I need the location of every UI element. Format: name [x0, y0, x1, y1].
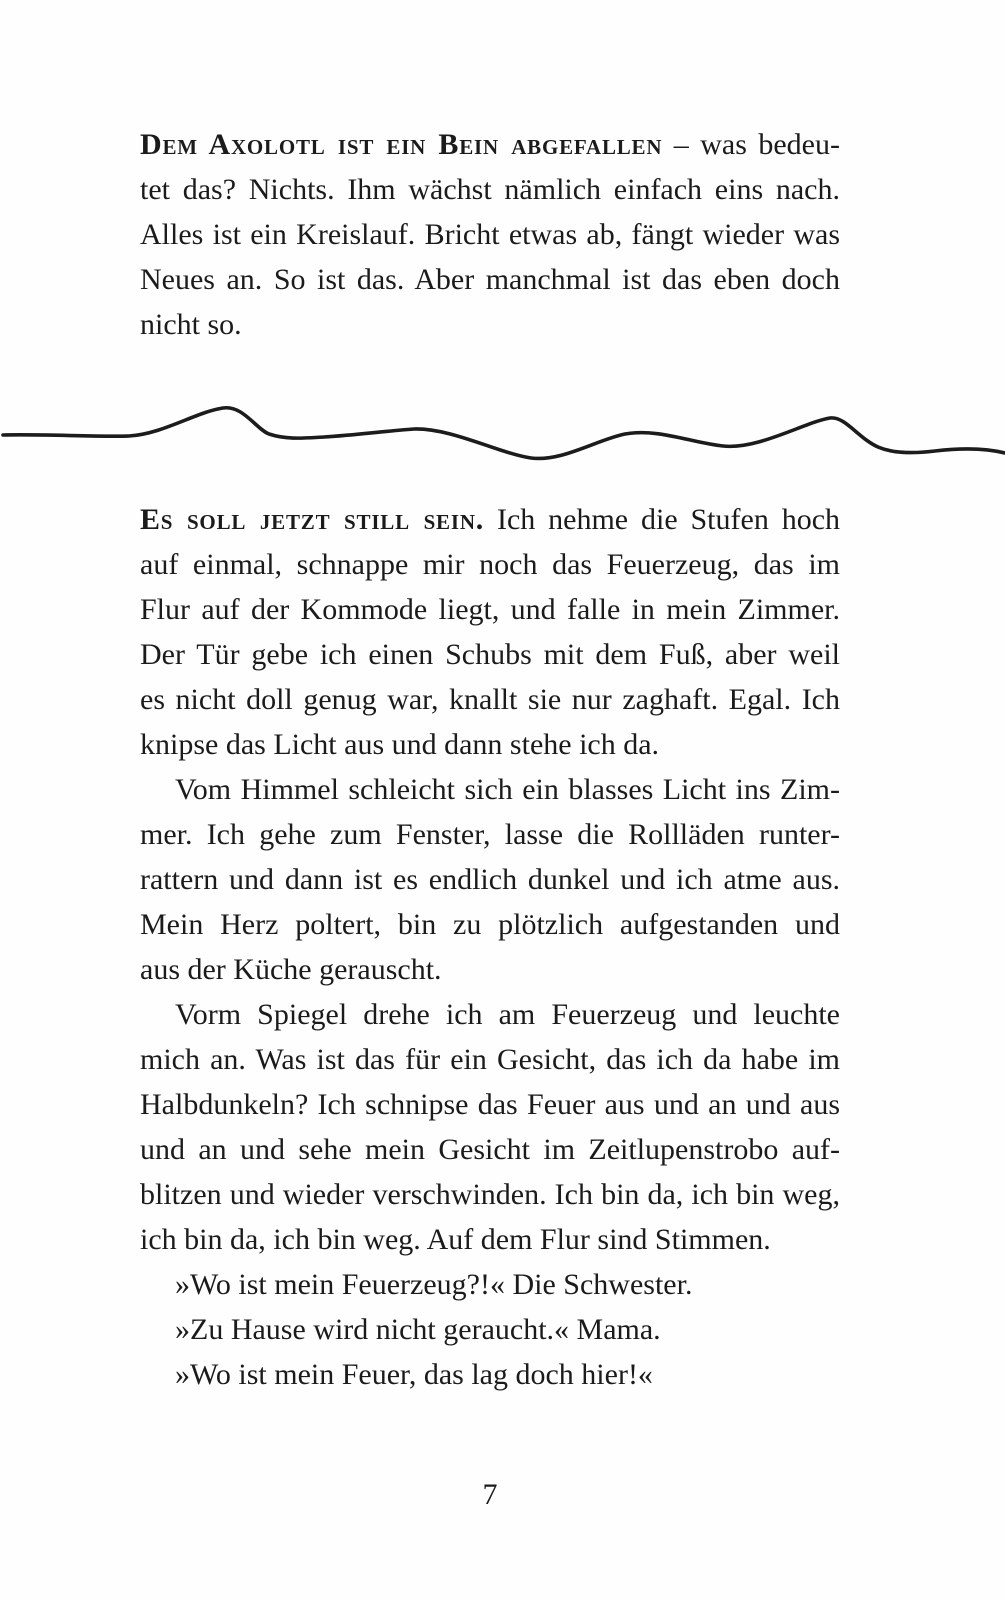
line-rest: – was bedeu- [662, 128, 840, 161]
text-line: und an und sehe mein Gesicht im Zeitlupenstrobo auf- [140, 1133, 840, 1166]
text-line: Halbdunkeln? Ich schnipse das Feuer aus und an und aus [140, 1088, 840, 1121]
text-line [140, 497, 840, 542]
text-line: Vom Himmel schleicht sich ein blasses Licht ins Zim- [175, 773, 840, 806]
text-line: Mein Herz poltert, bin zu plötzlich aufgestanden und [140, 908, 840, 941]
dialogue-line: »Wo ist mein Feuer, das lag doch hier!« [175, 1358, 653, 1391]
text-line: mich an. Was ist das für ein Gesicht, das ich da habe im [140, 1043, 840, 1076]
text-line [140, 122, 840, 167]
text-line: mer. Ich gehe zum Fenster, lasse die Rollläden runter- [140, 818, 840, 851]
page-number: 7 [482, 1478, 498, 1511]
wavy-divider-illustration [0, 390, 1005, 470]
axolotl-paragraph [140, 122, 840, 347]
dialogue-paragraph [140, 1262, 840, 1397]
text-line: Der Tür gebe ich einen Schubs mit dem Fuß, aber weil [140, 638, 840, 671]
text-line: nicht so. [140, 308, 242, 341]
spiegel-paragraph [140, 992, 840, 1262]
text-line: tet das? Nichts. Ihm wächst nämlich einfach eins nach. [140, 173, 840, 206]
text-line: auf einmal, schnappe mir noch das Feuerzeug, das im [140, 548, 840, 581]
wavy-line-path [3, 408, 1005, 459]
text-line: knipse das Licht aus und dann stehe ich da. [140, 728, 660, 761]
text-line: ich bin da, ich bin weg. Auf dem Flur sind Stimmen. [140, 1223, 771, 1256]
small-caps-lead: Es soll jetzt still sein. [140, 503, 485, 536]
small-caps-lead: Dem Axolotl ist ein Bein abgefallen [140, 128, 663, 161]
text-line: Alles ist ein Kreislauf. Bricht etwas ab, fängt wieder was [140, 218, 840, 251]
still-sein-paragraph [140, 497, 840, 767]
text-line: blitzen und wieder verschwinden. Ich bin da, ich bin weg, [140, 1178, 840, 1211]
text-line: Flur auf der Kommode liegt, und falle in mein Zimmer. [140, 593, 840, 626]
line-rest: Ich nehme die Stufen hoch [484, 503, 841, 536]
himmel-paragraph [140, 767, 840, 992]
text-line: Neues an. So ist das. Aber manchmal ist das eben doch [140, 263, 840, 296]
dialogue-line: »Zu Hause wird nicht geraucht.« Mama. [175, 1313, 661, 1346]
text-line: es nicht doll genug war, knallt sie nur zaghaft. Egal. Ich [140, 683, 840, 716]
text-line: rattern und dann ist es endlich dunkel und ich atme aus. [140, 863, 840, 896]
text-line: Vorm Spiegel drehe ich am Feuerzeug und leuchte [175, 998, 840, 1031]
text-line: aus der Küche gerauscht. [140, 953, 442, 986]
wavy-divider [0, 390, 1005, 470]
dialogue-line: »Wo ist mein Feuerzeug?!« Die Schwester. [175, 1268, 693, 1301]
